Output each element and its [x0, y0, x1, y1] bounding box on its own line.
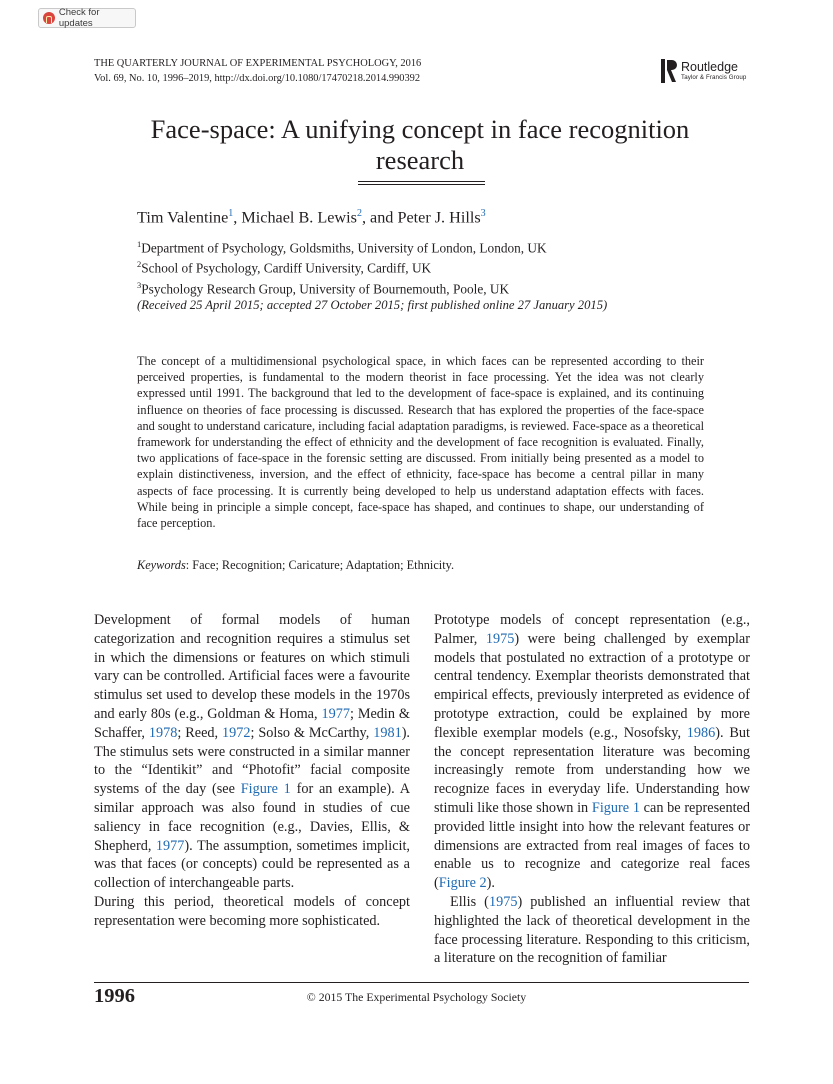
body-text: ) published an influential review that highlighted the lack of theoretical development in the face processing literature. Responding to this criticism, a literature on the recognition of familiar: [434, 893, 751, 967]
body-text: ; Medin & Schaffer,: [94, 705, 410, 741]
title-line-1: Face-space: A unifying concept in face recognition: [150, 114, 690, 144]
author-list: [137, 208, 486, 227]
affiliation-list: [137, 236, 547, 297]
affiliation-number: 1: [137, 239, 142, 249]
title-line-2: research: [375, 145, 465, 175]
affiliation-item: [137, 256, 547, 276]
article-title: [94, 114, 746, 176]
body-text: Development of formal models of human categorization and recognition requires a stimulus set in which the dimensions or features on which stimuli vary can be controlled. Artificial faces were a favourite stimulus set used to develop these models in the 1970s and early 80s (e.g., Goldman & Homa,: [94, 612, 410, 722]
body-text: can be represented provided little insight into how the relevant features or dimensions are extracted from real images of faces to enable us to recognize and categorize real faces (: [434, 799, 750, 892]
body-paragraph: [434, 893, 750, 968]
affiliation-text: Psychology Research Group, University of Bournemouth, Poole, UK: [141, 281, 510, 297]
author-affiliation-link[interactable]: 3: [480, 208, 486, 219]
citation-link[interactable]: 1972: [221, 724, 251, 741]
received-dates: (Received 25 April 2015; accepted 27 October 2015; first published online 27 January 2015): [137, 298, 608, 312]
citation-link[interactable]: 1977: [321, 705, 350, 722]
affiliation-text: Department of Psychology, Goldsmiths, University of London, London, UK: [141, 240, 547, 256]
body-column-right: [434, 611, 750, 968]
citation-link[interactable]: 1977: [155, 837, 185, 854]
citation-link[interactable]: 1986: [686, 724, 716, 741]
author-name: Tim Valentine: [137, 208, 229, 227]
affiliation-item: [137, 277, 547, 297]
citation-link[interactable]: 1981: [373, 724, 402, 741]
body-paragraph: [434, 611, 750, 893]
publisher-logo: [660, 58, 746, 84]
author-affiliation-link[interactable]: 1: [228, 208, 234, 219]
body-paragraph: During this period, theoretical models of concept representation were becoming more sophisticated.: [94, 893, 410, 929]
figure-link[interactable]: Figure 1: [591, 799, 640, 816]
check-for-updates-button[interactable]: [38, 8, 136, 28]
figure-link[interactable]: Figure 1: [240, 781, 291, 798]
journal-header: [94, 56, 421, 86]
affiliation-text: School of Psychology, Cardiff University, Cardiff, UK: [141, 260, 432, 276]
citation-link[interactable]: 1975: [488, 893, 518, 910]
citation-link[interactable]: 1975: [485, 630, 515, 647]
body-text: ). The assumption, sometimes implicit, was that faces (or concepts) could be represented as a collection of interchangeable parts.: [94, 837, 410, 892]
routledge-logo-icon: [660, 58, 678, 84]
body-text: ) were being challenged by exemplar models that postulated no extraction of a prototype or central tendency. Exemplar theorists demonstrated that empirical effects, previously interpreted as evidence of prototype extraction, could be explained by more flexible exemplar models (e.g., Nosofsky,: [434, 630, 750, 741]
author-separator: , and: [361, 208, 398, 227]
publisher-subtitle: Taylor & Francis Group: [681, 74, 747, 81]
affiliation-number: 3: [137, 279, 142, 290]
body-text: Ellis (: [450, 893, 489, 910]
body-column-left: [94, 611, 410, 931]
copyright-notice: © 2015 The Experimental Psychology Society: [306, 990, 527, 1004]
body-text: for an example). A similar approach was also found in studies of cue saliency in face recognition (e.g., Davies, Ellis, & Shepherd,: [94, 781, 410, 854]
title-divider: [358, 181, 485, 185]
body-text: ). But the concept representation literature was becoming increasingly remote from understanding how we recognize faces in everyday life. Understanding how stimuli like those shown in: [434, 724, 750, 816]
affiliation-item: [137, 236, 547, 256]
journal-title: THE QUARTERLY JOURNAL OF EXPERIMENTAL PSYCHOLOGY, 2016: [94, 58, 422, 69]
keywords: [137, 558, 454, 573]
keywords-label: Keywords: [137, 558, 186, 572]
keywords-text: : Face; Recognition; Caricature; Adaptation; Ethnicity.: [185, 558, 455, 572]
citation-link[interactable]: 1978: [148, 724, 178, 741]
figure-link[interactable]: Figure 2: [438, 875, 487, 892]
check-for-updates-label: Check for updates: [58, 7, 100, 29]
page-number: 1996: [94, 985, 135, 1007]
publisher-name: Routledge: [681, 60, 738, 74]
author-affiliation-link[interactable]: 2: [356, 208, 362, 219]
body-paragraph: [94, 611, 410, 893]
author-name: Michael B. Lewis: [241, 208, 357, 227]
check-for-updates-icon: [43, 12, 55, 24]
author-name: Peter J. Hills: [397, 208, 481, 227]
body-text: ; Solso & McCarthy,: [250, 724, 374, 741]
abstract: The concept of a multidimensional psychological space, in which faces can be represented according to their perceived properties, is fundamental to the modern theorist in face processing. Yet the idea was not clearly expressed until 1991. The background that led to the development of face-space is explained, and its continuing influence on theories of face processing is discussed. Research that has explored the properties of the face-space and sought to understand caricature, including facial adaptation paradigms, is reviewed. Face-space as a theoretical framework for understanding the effect of ethnicity and the development of face recognition is evaluated. Finally, two applications of face-space in the forensic setting are discussed. From initially being presented as a model to explain distinctiveness, inversion, and the effect of ethnicity, face-space has become a central pillar in many aspects of face processing. It is currently being developed to help us understand adaptation effects with faces. While being in principle a simple concept, face-space has shaped, and continues to shape, our understanding of face perception.: [137, 354, 704, 531]
body-text: ).: [486, 875, 495, 892]
footer-divider: [94, 982, 749, 983]
body-text: ; Reed,: [177, 724, 222, 741]
body-text: ). The stimulus sets were constructed in a similar manner to the “Identikit” and “Photofit” facial composite systems of the day (see: [94, 724, 410, 798]
body-text: Prototype models of concept representation (e.g., Palmer,: [434, 612, 750, 647]
author-separator: ,: [233, 208, 242, 227]
journal-volume-doi: Vol. 69, No. 10, 1996–2019, http://dx.doi.org/10.1080/17470218.2014.990392: [94, 73, 421, 84]
affiliation-number: 2: [137, 259, 142, 270]
